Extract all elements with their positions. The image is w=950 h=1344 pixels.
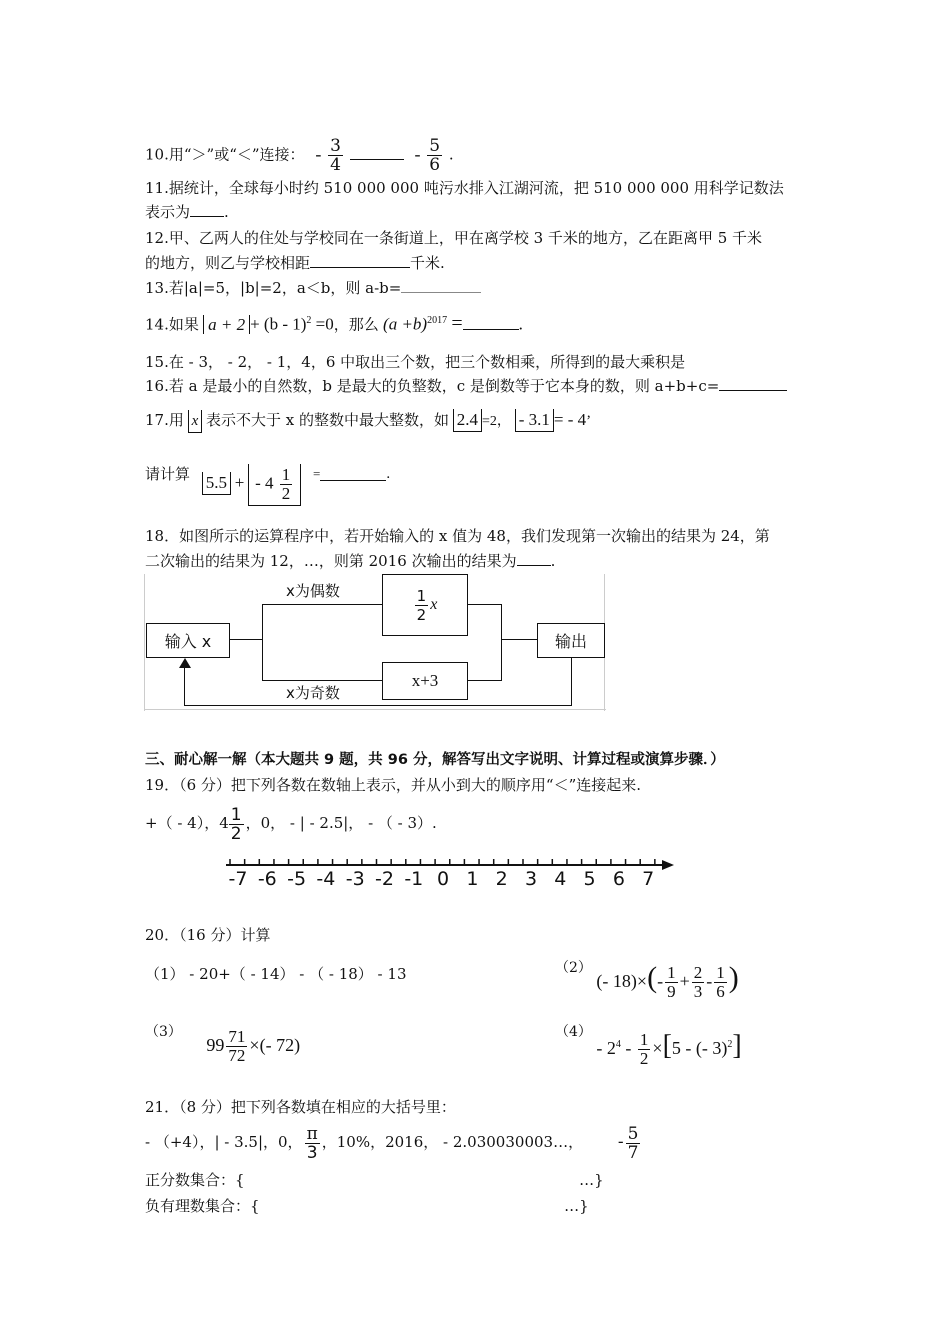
flow-half-x: x (430, 596, 438, 613)
q20-p4-c: 5 - (- 3) (671, 1038, 728, 1058)
number-line-label: 3 (524, 868, 538, 888)
q17-example1-result: =2， (482, 414, 511, 429)
question-21-line1: 21．（8 分）把下列各数填在相应的大括号里： (145, 1098, 456, 1116)
q21-nums: - （+4），| - 3.5|，0， (145, 1133, 303, 1151)
q20-p3-whole: 99 (206, 1035, 225, 1055)
flow-odd-label: x为奇数 (286, 684, 340, 702)
q17-calc-neg4: - 4 (255, 473, 274, 492)
q10-text: 10.用“＞”或“＜”连接： (145, 145, 305, 164)
number-line-label: -2 (375, 868, 394, 888)
number-line-label: 6 (612, 868, 625, 888)
q20-p2-times: × (636, 971, 648, 991)
q17-calc-floor2 (248, 464, 301, 506)
flow-bottom-border (144, 709, 606, 710)
q17-p1: 17.用 (145, 411, 184, 429)
q17-end: . (386, 466, 391, 482)
q20-p2-frac2 (692, 964, 705, 1001)
flow-line-split (262, 604, 263, 681)
number-line-svg (226, 853, 674, 888)
number-line-label: 5 (583, 868, 596, 888)
q20-p3-label: （3） (145, 1024, 182, 1040)
q17-p2: 表示不大于 x 的整数中最大整数，如 (206, 411, 450, 429)
flow-half-box (382, 574, 468, 636)
q14-then: ，那么 (333, 315, 379, 334)
q17-calc-denominator: 2 (281, 483, 291, 503)
question-12-line2 (145, 253, 445, 273)
q12-answer-blank[interactable] (310, 253, 410, 268)
flow-line-to-output (501, 639, 537, 640)
q11-answer-blank[interactable] (190, 202, 224, 217)
number-line-label: -3 (345, 868, 365, 888)
q20-p4-times: × (652, 1038, 663, 1058)
q18-answer-blank[interactable] (517, 551, 551, 566)
q21-neg: - (617, 1132, 624, 1152)
number-line-label: -6 (257, 868, 277, 888)
q18-prefix: 二次输出的结果为 12，…，则第 2016 次输出的结果为 (145, 552, 517, 570)
q14-expr2: + (b - 1) (250, 314, 307, 334)
flow-line-odd-out (468, 680, 501, 681)
question-17-calc (145, 460, 390, 507)
number-line (226, 853, 674, 888)
q20-p4-b: - (625, 1038, 632, 1058)
flow-line-loop-back (184, 705, 572, 706)
q20-p2-d3: 6 (716, 982, 725, 1002)
q10-fraction-b (427, 137, 442, 174)
q14-eq: = (451, 312, 463, 335)
flow-even-label: x为偶数 (286, 582, 340, 600)
flow-line-input-out (230, 639, 262, 640)
q14-text: 14.如果 (145, 315, 199, 334)
flow-plus3-box (382, 662, 468, 700)
q10-b-numerator: 5 (429, 136, 441, 156)
q20-p4-sq: 2 (727, 1039, 733, 1050)
q20-p4-label: （4） (555, 1024, 592, 1040)
q20-p4-rbracket: ] (732, 1030, 742, 1061)
q14-square: 2 (306, 315, 312, 326)
q10-neg-a: - (315, 143, 322, 164)
q10-fraction-a (328, 137, 343, 174)
q20-p3-d: 72 (228, 1046, 246, 1066)
q18-end: . (550, 552, 556, 570)
q20-p3-frac (226, 1028, 247, 1065)
q21-set-positive-fractions (145, 1170, 604, 1190)
question-13 (145, 278, 481, 298)
number-line-label: -5 (287, 868, 307, 888)
q20-p3-n: 71 (228, 1027, 246, 1047)
q20-part4 (555, 1022, 742, 1071)
q20-p2-label: （2） (555, 960, 592, 976)
flow-line-even-out (468, 604, 501, 605)
q20-p2-frac3 (714, 964, 727, 1001)
q21-pi-fraction (305, 1125, 320, 1162)
question-10 (145, 137, 454, 174)
q20-p4-frac (638, 1031, 651, 1068)
q21-f-numerator: 5 (627, 1123, 639, 1144)
q20-part3 (145, 1022, 300, 1068)
q17-floor-x: x (188, 410, 203, 433)
flow-half-numerator: 1 (416, 586, 427, 605)
q10-end: . (448, 145, 454, 164)
q17-comma: ’ (586, 413, 592, 429)
q20-p2-rparen: ) (728, 961, 739, 994)
question-19-line1: 19．（6 分）把下列各数在数轴上表示，并从小到大的顺序用“＜”连接起来. (145, 776, 642, 794)
q20-p2-n3: 1 (716, 963, 725, 983)
q21-set2-end: …} (564, 1197, 589, 1215)
q17-calc-text: 请计算 (145, 465, 191, 483)
q14-expr3: (a +b) (383, 314, 428, 334)
q20-p4-pow: 4 (615, 1039, 621, 1050)
q20-p2-a: (- 18) (596, 971, 637, 991)
q10-a-numerator: 3 (330, 136, 341, 156)
q19-p1: +（ - 4），4 (145, 814, 229, 832)
q10-answer-blank[interactable] (350, 145, 404, 160)
q20-p2-n2: 2 (693, 963, 703, 983)
question-17 (145, 403, 591, 439)
section-3-title: 三、耐心解一解（本大题共 9 题，共 96 分，解答写出文字说明、计算过程或演算步骤．） (145, 752, 725, 768)
number-line-label: -7 (228, 868, 248, 888)
q17-answer-blank[interactable] (320, 466, 386, 481)
flow-line-even (262, 604, 382, 605)
q20-p2-lparen: ( (647, 961, 658, 994)
q20-p2-n1: 1 (667, 963, 676, 983)
question-20-title: 20．（16 分）计算 (145, 926, 271, 944)
q16-text: 16.若 a 是最小的自然数，b 是最大的负整数，c 是倒数等于它本身的数，则 a+b+c= (145, 377, 720, 395)
q20-p3-times: × (249, 1035, 260, 1055)
flow-input-box (146, 623, 230, 658)
q21-f-denominator: 7 (627, 1142, 639, 1163)
q13-answer-blank[interactable] (401, 278, 481, 293)
q14-answer-blank[interactable] (463, 315, 519, 330)
question-14 (145, 306, 523, 340)
flow-left-border (144, 574, 145, 711)
q21-set1-label: 正分数集合：{ (145, 1171, 245, 1189)
q17-calc-numerator: 1 (281, 464, 291, 484)
flow-arrowhead (179, 658, 191, 668)
q11-prefix: 表示为 (145, 203, 191, 221)
q20-p4-a: - 2 (596, 1038, 616, 1058)
q13-text: 13.若|a|=5，|b|=2，a＜b，则 a-b= (145, 279, 402, 297)
q20-p4-lbracket: [ (662, 1030, 672, 1061)
flow-line-merge (501, 604, 502, 681)
q17-calc-fraction (280, 466, 293, 503)
flow-half-denominator: 2 (416, 605, 427, 624)
q17-calc-plus: + (234, 473, 245, 492)
q17-floor-example2: - 3.1 (515, 409, 554, 432)
q12-end: 千米. (410, 254, 445, 272)
question-15: 15.在 - 3， - 2， - 1，4，6 中取出三个数，把三个数相乘，所得到的最大乘积是 (145, 353, 686, 371)
q10-neg-b: - (414, 143, 421, 164)
number-line-label: 0 (437, 868, 450, 888)
q20-p3-b: (- 72) (259, 1035, 301, 1055)
q21-fraction (626, 1125, 641, 1162)
q10-b-denominator: 6 (429, 155, 441, 175)
q10-a-denominator: 4 (330, 155, 341, 175)
question-18-line2 (145, 551, 555, 571)
q17-calc-eq: = (313, 466, 321, 481)
number-line-label: 2 (495, 868, 508, 888)
number-line-label: 7 (642, 868, 655, 888)
q20-p4-d: 2 (639, 1049, 649, 1069)
q20-p4-n: 1 (639, 1030, 649, 1050)
q14-end: . (518, 314, 523, 334)
q16-answer-blank[interactable] (719, 376, 787, 391)
question-11-line2 (145, 202, 229, 222)
q21-pi-numerator: π (306, 1123, 318, 1144)
q14-abs: a + 2 (203, 315, 250, 334)
flow-half-fraction (415, 587, 429, 624)
flow-input-label: 输入 x (164, 632, 212, 651)
flow-output-box (537, 623, 605, 658)
question-18-line1: 18．如图所示的运算程序中，若开始输入的 x 值为 48，我们发现第一次输出的结果为 24，第 (145, 527, 770, 545)
q17-example2-result: = - 4 (553, 410, 587, 429)
q21-set-negative-rationals (145, 1196, 589, 1216)
flow-line-loop-up (184, 666, 185, 706)
number-line-label: -1 (404, 868, 424, 888)
q20-part1: （1） - 20+（ - 14） - （ - 18） - 13 (145, 965, 407, 983)
q14-power: 2017 (427, 315, 448, 326)
question-12-line1: 12.甲、乙两人的住处与学校同在一条街道上，甲在离学校 3 千米的地方，乙在距离甲 5 千米 (145, 229, 763, 247)
flow-output-label: 输出 (554, 632, 587, 651)
flow-line-odd (262, 680, 382, 681)
q20-p2-d2: 3 (693, 982, 703, 1002)
q19-denominator: 2 (230, 823, 242, 844)
question-19-line2 (145, 805, 437, 843)
number-line-label: 4 (554, 868, 567, 888)
q21-nums2: ，10%，2016， - 2.030030003…， (321, 1133, 584, 1151)
question-16 (145, 376, 787, 396)
q17-floor-example1: 2.4 (453, 409, 482, 432)
number-line-label: -4 (316, 868, 336, 888)
q20-p2-d1: 9 (667, 982, 676, 1002)
number-line-arrow (662, 860, 674, 870)
q12-prefix: 的地方，则乙与学校相距 (145, 254, 311, 272)
flowchart (144, 574, 606, 711)
flow-plus3-label: x+3 (411, 671, 439, 690)
flow-line-loop-down (571, 658, 572, 705)
q21-pi-denominator: 3 (306, 1142, 318, 1163)
q17-calc-floor1: 5.5 (202, 472, 231, 495)
q11-end: . (224, 203, 229, 221)
q20-part2: $^{(2)}$ (- 18)×(- $\frac{1}{9}$ + $\frac{2}{3}$ - $\frac{1}{6}$ ) (555, 960, 739, 1002)
q21-set1-end: …} (579, 1171, 604, 1189)
q19-fraction (229, 806, 244, 843)
question-11-line1: 11.据统计，全球每小时约 510 000 000 吨污水排入江湖河流，把 510 000 000 用科学记数法 (145, 179, 784, 197)
q21-set2-label: 负有理数集合：{ (145, 1197, 260, 1215)
q14-eq0: =0 (315, 314, 334, 334)
number-line-label: 1 (466, 868, 479, 888)
q20-p2-frac1 (665, 964, 678, 1001)
q19-numerator: 1 (230, 804, 242, 825)
q19-p2: ，0， - | - 2.5|， - （ - 3）. (245, 814, 437, 832)
question-21-line2 (145, 1122, 642, 1162)
